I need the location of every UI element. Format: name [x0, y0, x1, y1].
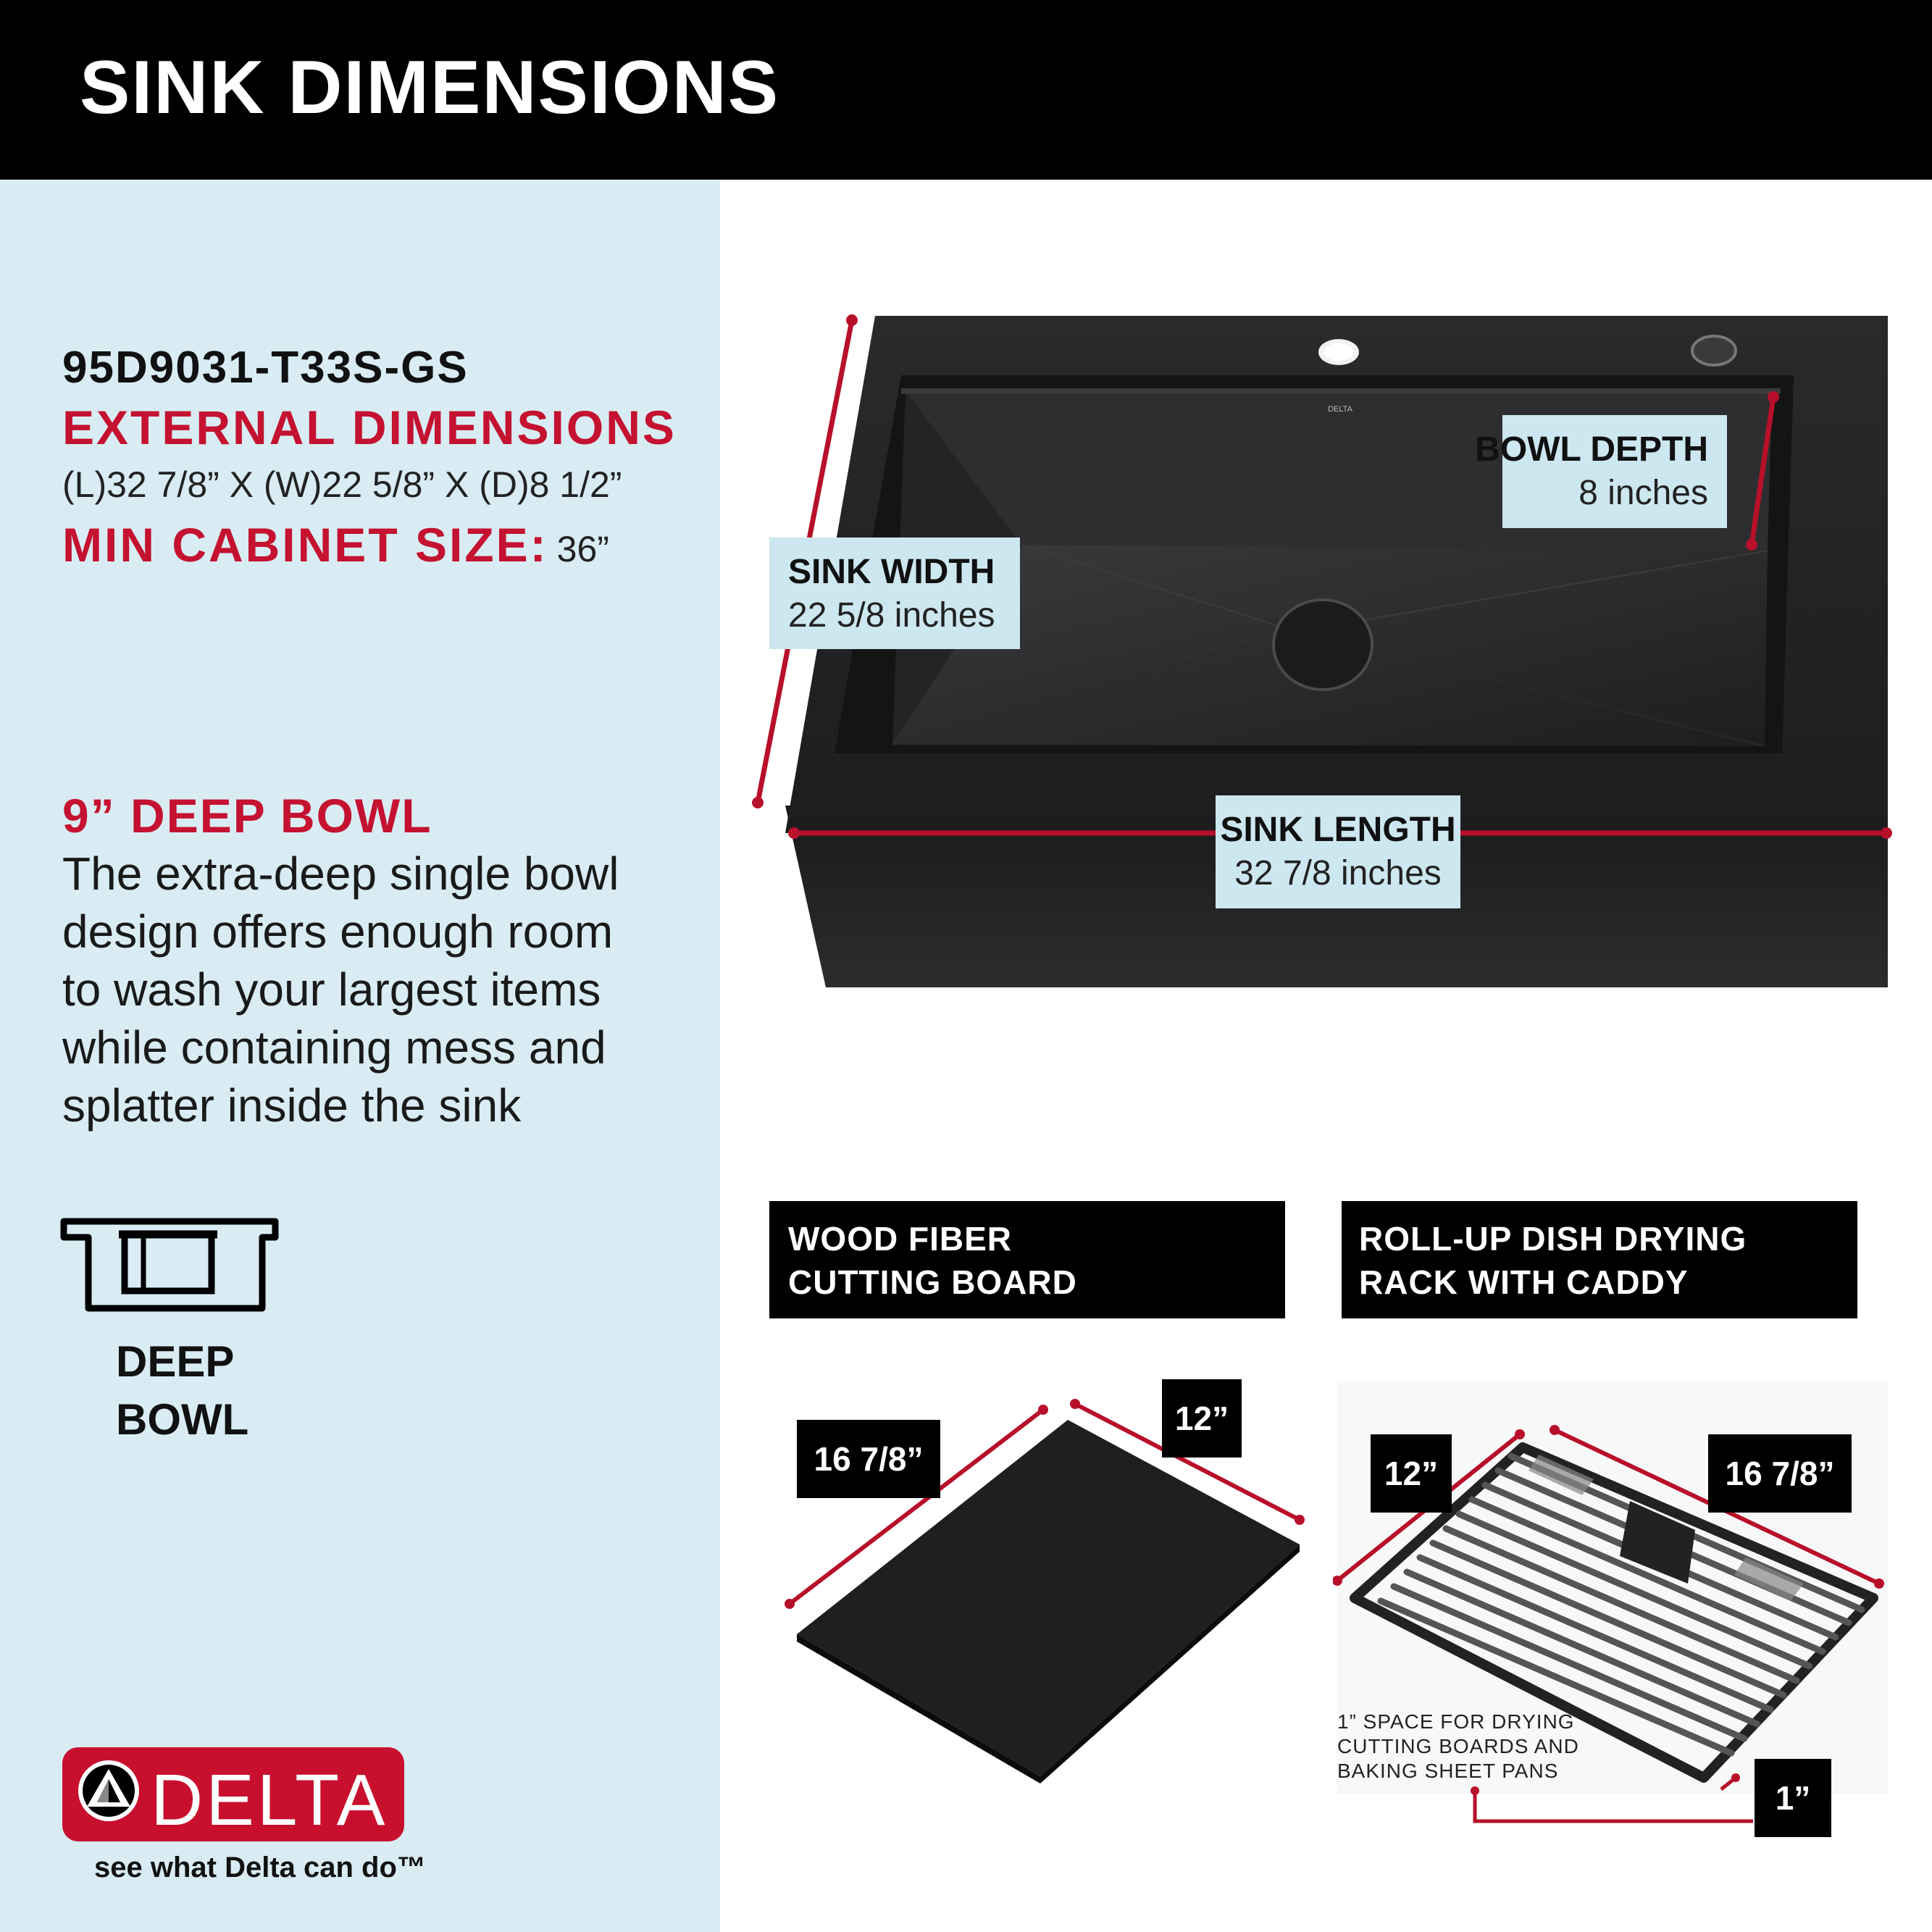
cabinet-size-label: MIN CABINET SIZE:	[62, 518, 548, 572]
drain-button	[1692, 336, 1736, 365]
drying-rack-title-box	[1342, 1201, 1857, 1318]
cutting-board-long-dim: 16 7/8”	[797, 1420, 940, 1498]
drying-space-note-line: 1” SPACE FOR DRYING	[1337, 1710, 1575, 1733]
description-line: to wash your largest items	[62, 963, 601, 1016]
deep-bowl-label-line: DEEP	[116, 1337, 235, 1386]
cutting-board-title-line: WOOD FIBER	[788, 1220, 1012, 1258]
description-line: splatter inside the sink	[62, 1079, 522, 1132]
description-line: design offers enough room	[62, 906, 614, 958]
deep-bowl-heading: 9” DEEP BOWL	[62, 789, 432, 842]
cutting-board-title-box	[769, 1201, 1285, 1318]
page-title: SINK DIMENSIONS	[80, 46, 780, 130]
cutting-board-title-line: CUTTING BOARD	[788, 1263, 1077, 1301]
sink-brand-text: DELTA	[1328, 405, 1352, 414]
deep-bowl-description	[62, 845, 685, 1134]
space-dimension-line	[1475, 1791, 1753, 1821]
drying-rack-short-dim: 12”	[1371, 1434, 1452, 1513]
brand-tagline: see what Delta can do™	[94, 1852, 426, 1883]
sink-length-title: SINK LENGTH	[1220, 811, 1456, 849]
bowl-depth-callout	[1475, 415, 1727, 528]
external-dimensions-label: EXTERNAL DIMENSIONS	[62, 401, 677, 454]
delta-triangle-icon	[72, 1755, 145, 1827]
drain-icon	[1274, 600, 1372, 690]
drying-rack-long-dim: 16 7/8”	[1708, 1434, 1852, 1513]
deep-bowl-label-line: BOWL	[116, 1395, 249, 1444]
drying-space-note-line: CUTTING BOARDS AND	[1337, 1735, 1579, 1757]
drying-space-note-line: BAKING SHEET PANS	[1337, 1760, 1559, 1782]
deep-bowl-label	[116, 1333, 249, 1449]
sink-length-value: 32 7/8 inches	[1234, 854, 1442, 892]
logo-text: DELTA	[151, 1760, 388, 1841]
description-line: while containing mess and	[62, 1021, 606, 1074]
cabinet-size-value: 36”	[556, 529, 609, 569]
model-number: 95D9031-T33S-GS	[62, 343, 469, 393]
deep-bowl-icon	[58, 1210, 290, 1326]
drying-space-dim: 1”	[1755, 1759, 1831, 1837]
drying-space-note	[1337, 1710, 1579, 1783]
drying-rack-title-line: ROLL-UP DISH DRYING	[1359, 1220, 1747, 1258]
sink-width-value: 22 5/8 inches	[788, 596, 995, 635]
sink-length-callout	[1216, 795, 1460, 908]
drying-rack-title-line: RACK WITH CADDY	[1359, 1263, 1689, 1301]
sink-width-title: SINK WIDTH	[788, 553, 995, 591]
bowl-depth-title: BOWL DEPTH	[1475, 430, 1708, 469]
sink-width-callout	[769, 538, 1020, 649]
external-dimensions-values: (L)32 7/8” X (W)22 5/8” X (D)8 1/2”	[62, 464, 622, 505]
cutting-board-short-dim: 12”	[1162, 1379, 1242, 1458]
bowl-depth-value: 8 inches	[1578, 474, 1708, 512]
cabinet-size-row	[62, 517, 609, 572]
description-line: The extra-deep single bowl	[62, 848, 619, 900]
